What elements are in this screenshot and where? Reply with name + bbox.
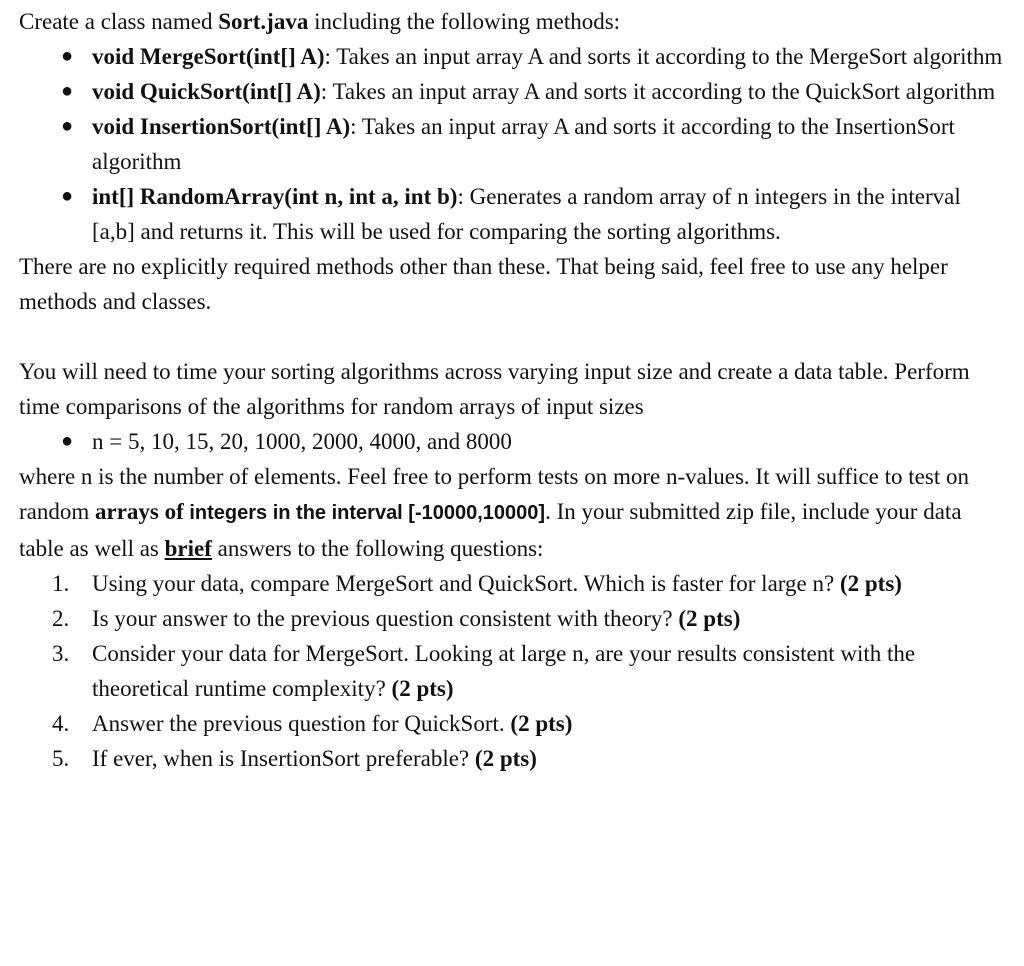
method-description: : Generates a random array of n integers in the interval [a,b] and returns it. This will be used for comparing the sorting algorithms. xyxy=(92,184,961,244)
question-item xyxy=(19,636,1009,706)
question-item xyxy=(19,566,1009,601)
method-signature: void InsertionSort(int[] A) xyxy=(92,114,351,139)
method-signature: int[] RandomArray(int n, int a, int b) xyxy=(92,184,458,209)
input-sizes-text: n = 5, 10, 15, 20, 1000, 2000, 4000, and 8000 xyxy=(92,429,512,454)
question-text: If ever, when is InsertionSort preferable? xyxy=(92,746,475,771)
input-sizes-item xyxy=(19,424,1009,459)
questions-list xyxy=(19,566,1009,776)
class-name: Sort.java xyxy=(218,9,309,34)
question-points: (2 pts) xyxy=(391,676,454,701)
question-item xyxy=(19,601,1009,636)
question-text: Using your data, compare MergeSort and QuickSort. Which is faster for large n? xyxy=(92,571,840,596)
question-item xyxy=(19,741,1009,776)
intro-line xyxy=(19,4,1009,39)
paragraph-gap xyxy=(19,319,1009,354)
question-points: (2 pts) xyxy=(474,746,537,771)
question-points: (2 pts) xyxy=(510,711,573,736)
method-signature: void QuickSort(int[] A) xyxy=(92,79,321,104)
method-item xyxy=(19,109,1009,179)
method-signature: void MergeSort(int[] A) xyxy=(92,44,325,69)
question-text: Answer the previous question for QuickSort. xyxy=(92,711,511,736)
elements-text-1: where n is the number of elements. Feel free to perform tests on more n-values. It will suffice to test on random xyxy=(19,464,969,524)
method-item xyxy=(19,74,1009,109)
question-points: (2 pts) xyxy=(839,571,902,596)
methods-list xyxy=(19,39,1009,249)
elements-paragraph xyxy=(19,459,1009,566)
arrays-of-bold: arrays of xyxy=(95,499,184,524)
method-item xyxy=(19,179,1009,249)
method-item xyxy=(19,39,1009,74)
input-sizes-list xyxy=(19,424,1009,459)
question-points: (2 pts) xyxy=(678,606,741,631)
document-page xyxy=(19,4,1009,776)
intro-prefix: Create a class named xyxy=(19,9,219,34)
question-number: 5. xyxy=(52,746,70,771)
interval-bold: integers in the interval [-10000,10000] xyxy=(183,502,546,524)
bullet-icon: ● xyxy=(60,45,74,67)
intro-suffix: including the following methods: xyxy=(308,9,621,34)
elements-text-3: answers to the following questions: xyxy=(211,536,544,561)
method-description: : Takes an input array A and sorts it according to the QuickSort algorithm xyxy=(320,79,996,104)
elements-text-2: . In your submitted zip file, include your data table as well as xyxy=(19,499,962,561)
question-item xyxy=(19,706,1009,741)
question-text: Is your answer to the previous question consistent with theory? xyxy=(92,606,679,631)
note-paragraph: There are no explicitly required methods other than these. That being said, feel free to use any helper methods and classes. xyxy=(19,254,948,314)
timing-paragraph: You will need to time your sorting algorithms across varying input size and create a data table. Perform time comparisons of the algorithms for random arrays of input sizes xyxy=(19,359,970,419)
bullet-icon: ● xyxy=(60,430,74,452)
brief-underlined: brief xyxy=(164,536,212,561)
bullet-icon: ● xyxy=(60,80,74,102)
question-text: Consider your data for MergeSort. Looking at large n, are your results consistent with the theoretical runtime complexity? xyxy=(92,641,916,701)
method-description: : Takes an input array A and sorts it according to the InsertionSort algorithm xyxy=(92,114,955,174)
bullet-icon: ● xyxy=(60,115,74,137)
question-number: 1. xyxy=(52,571,70,596)
question-number: 4. xyxy=(52,711,70,736)
question-number: 3. xyxy=(52,641,70,666)
question-number: 2. xyxy=(52,606,70,631)
bullet-icon: ● xyxy=(60,185,74,207)
method-description: : Takes an input array A and sorts it according to the MergeSort algorithm xyxy=(324,44,1003,69)
